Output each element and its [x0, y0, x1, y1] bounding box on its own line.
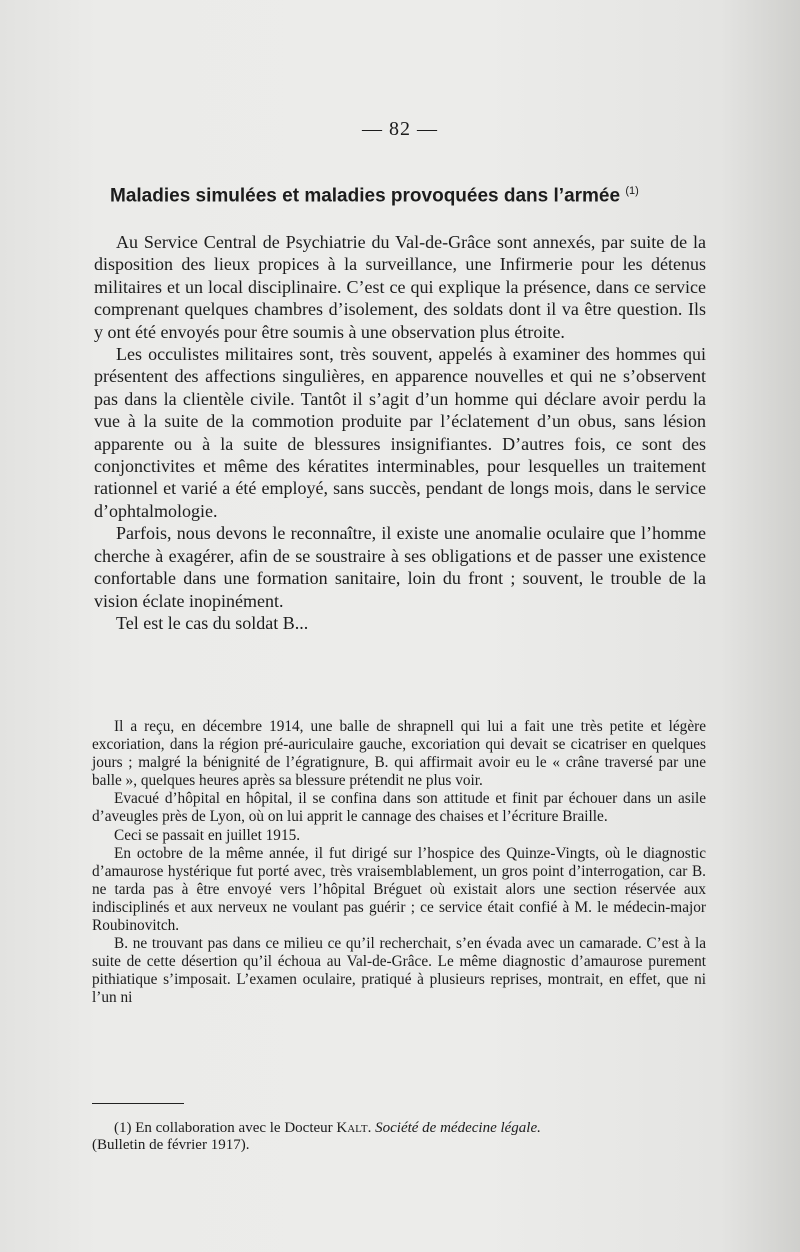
page-number: — 82 —	[362, 118, 438, 140]
footnote-journal: Société de médecine légale.	[375, 1120, 541, 1136]
case-paragraph: Il a reçu, en décembre 1914, une balle de shrapnell qui lui a fait une très petite et légère excoriation, dans la région pré-auriculaire gauche, excoriation qui devait se cicatriser en quelques jours ; malgré la bénignité de l’égratignure, B. qui affirmait avoir eu le « crâne traversé par une balle », quelques heures après sa blessure prétendit ne plus voir.	[92, 718, 706, 790]
footnote-divider	[92, 1103, 184, 1104]
footnote-reference: (1)	[625, 185, 639, 197]
footnote-suffix: (Bulletin de février 1917).	[92, 1137, 250, 1153]
body-paragraph: Parfois, nous devons le reconnaître, il existe une anomalie oculaire que l’homme cherche à exagérer, afin de se soustraire à ses obligations et de passer une existence confortable dans une formation sanitaire, loin du front ; souvent, le trouble de la vision éclate inopinément.	[94, 523, 706, 611]
chapter-title	[110, 185, 710, 207]
case-paragraph: Evacué d’hôpital en hôpital, il se confina dans son attitude et finit par échouer dans un asile d’aveugles près de Lyon, où on lui apprit le cannage des chaises et l’écriture Braille.	[92, 790, 706, 826]
case-paragraph: En octobre de la même année, il fut dirigé sur l’hospice des Quinze-Vingts, où le diagnostic d’amaurose hystérique fut porté avec, très vraisemblablement, un gros point d’interrogation, car B. ne tarda pas à être envoyé vers l’hôpital Bréguet où existait alors une section réservée aux indisciplinés et aux nerveux ne voulant pas guérir ; ce service était confié à M. le médecin-major Roubinovitch.	[92, 844, 706, 935]
case-paragraph: Ceci se passait en juillet 1915.	[114, 826, 301, 844]
footnote	[92, 1120, 706, 1154]
footnote-author: Kalt.	[336, 1120, 372, 1136]
footnote-text	[92, 1120, 706, 1154]
body-paragraph: Les occulistes militaires sont, très souvent, appelés à examiner des hommes qui présentent des affections singulières, en apparence nouvelles et qui ne s’observent pas dans la clientèle civile. Tantôt il s’agit d’un homme qui déclare avoir perdu la vue à la suite de la commotion produite par l’éclatement d’un obus, sans lésion apparente ou à la suite de blessures insignifiantes. D’autres fois, ce sont des conjonctivites et même des kératites interminables, pour lesquelles un traitement rationnel et varié a été employé, sans succès, pendant de longs mois, dans le service d’ophtalmologie.	[94, 344, 706, 521]
body-paragraph: Au Service Central de Psychiatrie du Val-de-Grâce sont annexés, par suite de la disposition des lieux propices à la surveillance, une Infirmerie pour les détenus militaires et un local disciplinaire. C’est ce qui explique la présence, dans ce service comprenant quelques chambres d’isolement, des soldats dont il va être question. Ils y ont été envoyés pour être soumis à une observation plus étroite.	[94, 232, 706, 342]
body-paragraph: Tel est le cas du soldat B...	[116, 612, 309, 633]
case-report	[92, 718, 706, 1008]
case-paragraph: B. ne trouvant pas dans ce milieu ce qu’il recherchait, s’en évada avec un camarade. C’est à la suite de cette désertion qu’il échoua au Val-de-Grâce. Le même diagnostic d’amaurose purement pithiatique s’imposait. L’examen oculaire, pratiqué à plusieurs reprises, montrait, en effet, que ni l’un ni	[92, 935, 706, 1007]
footnote-prefix: (1) En collaboration avec le Docteur	[114, 1120, 333, 1136]
chapter-title-text: Maladies simulées et maladies provoquées dans l’armée	[110, 185, 621, 207]
main-text	[94, 231, 706, 634]
